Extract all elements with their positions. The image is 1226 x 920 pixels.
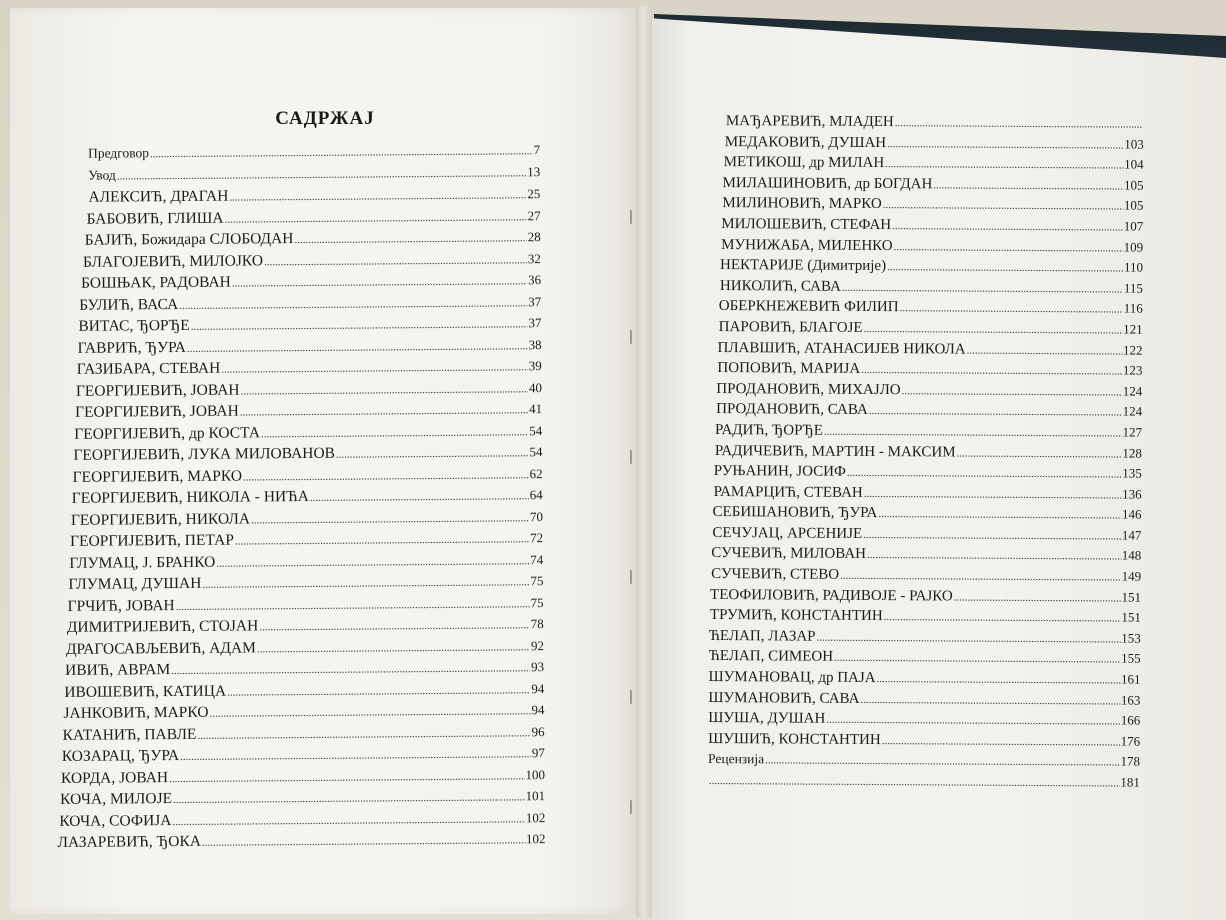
toc-entry-name: МУНИЖАБА, МИЛЕНКО: [721, 236, 893, 254]
toc-entry-name: ШУША, ДУШАН: [708, 710, 826, 727]
toc-leader-dots: [824, 426, 1122, 440]
toc-entry-name: ШУМАНОВАЦ, др ПАЈА: [708, 669, 876, 687]
toc-page-number: 151: [1121, 609, 1141, 625]
toc-leader-dots: [264, 254, 527, 268]
toc-leader-dots: [294, 232, 526, 246]
toc-page-number: 181: [1120, 774, 1140, 790]
toc-entry-name: СУЧЕВИЋ, СТЕВО: [711, 566, 840, 583]
toc-entry-name: ГЕОРГИЈЕВИЋ, НИКОЛА - НИЋА: [71, 487, 309, 507]
toc-page-number: 128: [1122, 445, 1142, 461]
toc-entry-name: КОРДА, ЈОВАН: [60, 768, 169, 787]
toc-page-number: 115: [1123, 280, 1143, 296]
toc-leader-dots: [241, 383, 528, 397]
toc-entry: [711, 195, 1143, 218]
toc-entry-name: ПОПОВИЋ, МАРИЈА: [717, 360, 861, 378]
toc-page-number: 116: [1123, 300, 1143, 316]
toc-page-number: 122: [1123, 342, 1143, 358]
toc-page-number: 75: [530, 573, 544, 589]
toc-leader-dots: [197, 727, 530, 742]
toc-entry: [708, 731, 1140, 754]
toc-entry-name: ГЕОРГИЈЕВИЋ, ЈОВАН: [75, 402, 239, 421]
toc-leader-dots: [173, 791, 525, 806]
toc-leader-dots: [957, 447, 1122, 460]
toc-leader-dots: [240, 404, 528, 418]
toc-entry-name: ИВИЋ, АВРАМ: [65, 661, 171, 679]
toc-entry-name: КАТАНИЋ, ПАВЛЕ: [62, 725, 197, 744]
toc-page-number: 94: [531, 702, 545, 718]
toc-page-number: 93: [531, 659, 545, 675]
toc-entry-name: ТЕОФИЛОВИЋ, РАДИВОЈЕ - РАЈКО: [710, 586, 953, 605]
toc-entry-name: МЕДАКОВИЋ, ДУШАН: [724, 133, 887, 151]
toc-entry-name: БАБОВИЋ, ГЛИША: [86, 209, 224, 228]
toc-leader-dots: [902, 385, 1122, 398]
toc-entry-name: ПЛАВШИЋ, АТАНАСИЈЕВ НИКОЛА: [717, 339, 966, 358]
toc-leader-dots: [882, 735, 1120, 748]
toc-page-number: 74: [530, 551, 544, 567]
toc-entry: [711, 257, 1143, 280]
toc-page-number: 39: [528, 358, 542, 374]
toc-leader-dots: [191, 318, 528, 333]
toc-leader-dots: [817, 631, 1121, 645]
toc-page-number: 37: [528, 315, 542, 331]
toc-leader-dots: [257, 641, 530, 655]
toc-entry: [710, 401, 1142, 424]
toc-leader-dots: [176, 598, 530, 613]
toc-entry-name: СЕБИШАНОВИЋ, ЂУРА: [712, 504, 878, 522]
toc-leader-dots: [887, 261, 1123, 274]
toc-leader-dots: [826, 714, 1120, 728]
toc-page-number: 102: [525, 809, 546, 825]
toc-leader-dots: [221, 361, 528, 375]
toc-entry-name: ЛАЗАРЕВИЋ, ЂОКА: [57, 832, 202, 851]
toc-leader-dots: [259, 619, 530, 633]
toc-leader-dots: [878, 508, 1121, 521]
toc-page-number: 7: [533, 142, 541, 158]
toc-leader-dots: [235, 533, 529, 547]
toc-leader-dots: [232, 275, 527, 289]
toc-page-number: 96: [531, 723, 545, 739]
toc-leader-dots: [900, 302, 1123, 315]
toc-page-number: 178: [1120, 753, 1141, 770]
toc-entry: [712, 154, 1144, 177]
toc-page-number: 104: [1124, 156, 1144, 172]
toc-entry-name: Рецензија: [708, 751, 765, 767]
toc-page-number: 123: [1122, 362, 1143, 378]
binding-stitch: [630, 210, 632, 224]
toc-page-number: 102: [525, 831, 546, 847]
toc-leader-dots: [892, 220, 1123, 233]
toc-page-number: 72: [530, 530, 544, 546]
toc-entry-name: КОЗАРАЦ, ЂУРА: [61, 746, 180, 765]
toc-page-number: 163: [1120, 692, 1141, 708]
toc-page-number: 27: [527, 207, 541, 223]
toc-leader-dots: [229, 189, 526, 203]
toc-leader-dots: [179, 297, 527, 312]
toc-entry-name: МЕТИКОШ, др МИЛАН: [723, 154, 885, 172]
toc-entry-name: РАМАРЦИЋ, СТЕВАН: [713, 483, 863, 501]
toc-leader-dots: [842, 282, 1123, 296]
toc-page-number: 97: [531, 745, 545, 761]
toc-page-number: 124: [1122, 403, 1143, 419]
toc-leader-dots: [202, 834, 525, 849]
toc-entry-name: ГАЗИБАРА, СТЕВАН: [76, 359, 221, 378]
toc-entry-name: ДИМИТРИЈЕВИЋ, СТОЈАН: [66, 617, 259, 636]
toc-leader-dots: [867, 549, 1121, 563]
toc-page-number: 176: [1120, 733, 1141, 749]
toc-leader-dots: [336, 447, 529, 461]
toc-entry: [711, 278, 1143, 301]
toc-entry: [710, 484, 1142, 507]
toc-entry: [710, 463, 1142, 486]
toc-entry: [711, 175, 1143, 198]
toc-entry-name: РАДИЋ, ЂОРЂЕ: [715, 421, 823, 439]
toc-title: САДРЖАЈ: [275, 108, 375, 129]
toc-entry-name: НЕКТАРИЈЕ (Димитрије): [720, 257, 887, 275]
toc-entry-name: БУЛИЋ, ВАСА: [79, 295, 179, 314]
toc-page-number: 36: [528, 272, 542, 288]
toc-entry: [711, 216, 1143, 239]
toc-page-number: 41: [529, 401, 543, 417]
toc-entry-name: МИЛОШЕВИЋ, СТЕФАН: [721, 216, 892, 234]
toc-entry-name: БЛАГОЈЕВИЋ, МИЛОЈКО: [82, 251, 264, 271]
toc-entry-name: ШУШИЋ, КОНСТАНТИН: [708, 730, 881, 748]
toc-entry: [712, 134, 1144, 157]
toc-page-number: 100: [525, 766, 546, 782]
toc-entry: [711, 319, 1143, 342]
toc-leader-dots: [884, 611, 1121, 624]
toc-entry-name: СЕЧУЈАЦ, АРСЕНИЈЕ: [712, 524, 863, 542]
toc-page-number: 105: [1123, 197, 1144, 214]
toc-entry: [710, 340, 1142, 363]
toc-page-number: 38: [528, 336, 542, 352]
toc-leader-dots: [877, 673, 1121, 686]
toc-page-number: 64: [529, 487, 543, 503]
toc-entry-name: ГРЧИЋ, ЈОВАН: [67, 596, 175, 615]
toc-page-number: 25: [527, 186, 541, 202]
toc-entry: [710, 381, 1142, 404]
toc-entry: [53, 830, 545, 855]
toc-entry: [710, 360, 1142, 383]
toc-leader-dots: [765, 755, 1119, 769]
toc-leader-dots: [869, 405, 1122, 419]
toc-page-number: 151: [1121, 589, 1142, 605]
toc-page-number: 92: [530, 637, 544, 653]
binding-stitch: [630, 570, 632, 584]
toc-leader-dots: [861, 364, 1122, 378]
toc-leader-dots: [847, 467, 1122, 481]
toc-entry-name: ОБЕРКНЕЖЕВИЋ ФИЛИП: [718, 298, 899, 316]
toc-entry-name: МАЂАРЕВИЋ, МЛАДЕН: [725, 113, 894, 131]
toc-entry-name: ЈАНКОВИЋ, МАРКО: [63, 703, 209, 722]
toc-entry-name: ГАВРИЋ, ЂУРА: [77, 338, 186, 357]
toc-leader-dots: [187, 340, 528, 355]
toc-entry-name: МИЛАШИНОВИЋ, др БОГДАН: [722, 174, 933, 193]
toc-entry: [708, 772, 1140, 795]
toc-leader-dots: [171, 662, 530, 677]
toc-entry: [710, 422, 1142, 445]
toc-entry-name: ДРАГОСАВЉЕВИЋ, АДАМ: [65, 638, 256, 658]
toc-page-number: 54: [529, 444, 543, 460]
toc-page-number: 147: [1121, 527, 1142, 543]
toc-entry-name: НИКОЛИЋ, САВА: [719, 277, 841, 295]
toc-entry-name: АЛЕКСИЋ, ДРАГАН: [88, 187, 229, 206]
toc-entry-name: ЋЕЛАП, СИМЕОН: [708, 648, 834, 666]
toc-leader-dots: [209, 705, 530, 720]
toc-page-number: 13: [527, 163, 541, 179]
toc-leader-dots: [202, 576, 529, 591]
toc-page-number: 54: [529, 422, 543, 438]
toc-page-number: 107: [1123, 218, 1144, 234]
toc-entry-name: ГЕОРГИЈЕВИЋ, МАРКО: [72, 466, 243, 486]
toc-leader-dots: [864, 488, 1121, 502]
toc-entry-name: РУЊАНИН, ЈОСИФ: [713, 463, 846, 480]
toc-page-number: 127: [1122, 424, 1143, 440]
toc-page-number: 40: [528, 379, 542, 395]
toc-leader-dots: [954, 591, 1121, 604]
toc-leader-dots: [895, 117, 1143, 131]
toc-page-number: 28: [527, 229, 541, 245]
toc-leader-dots: [310, 490, 529, 504]
toc-entry: [708, 690, 1140, 713]
toc-page-number: 148: [1121, 547, 1142, 564]
toc-leader-dots: [150, 145, 533, 160]
toc-leader-dots: [933, 179, 1123, 192]
toc-leader-dots: [709, 775, 1120, 790]
toc-entry-name: ТРУМИЋ, КОНСТАНТИН: [709, 607, 883, 625]
toc-entry-name: ГЕОРГИЈЕВИЋ, др КОСТА: [74, 423, 261, 443]
toc-leader-dots: [261, 426, 528, 440]
toc-page-number: 70: [529, 508, 543, 524]
toc-page-number: 103: [1124, 136, 1144, 152]
toc-entry-name: ШУМАНОВИЋ, САВА: [708, 689, 860, 707]
toc-page-number: 124: [1122, 383, 1143, 399]
book-gutter: [636, 6, 652, 918]
toc-page-number: 135: [1122, 465, 1142, 481]
toc-page-number: 62: [529, 465, 543, 481]
toc-leader-dots: [860, 694, 1120, 708]
toc-page-number: 146: [1122, 506, 1142, 522]
toc-leader-dots: [169, 770, 524, 785]
toc-leader-dots: [967, 344, 1122, 357]
toc-leader-dots: [885, 158, 1123, 171]
toc-page-number: 110: [1123, 259, 1144, 275]
toc-page-number: 121: [1123, 321, 1143, 337]
toc-entry: [708, 751, 1140, 774]
toc-page-number: 101: [525, 788, 546, 804]
toc-entry-name: ГЕОРГИЈЕВИЋ, ЈОВАН: [75, 381, 240, 400]
toc-entry-name: ГЕОРГИЈЕВИЋ, ПЕТАР: [70, 531, 235, 550]
toc-entry-name: БАЈИЋ, Божидара СЛОБОДАН: [84, 230, 294, 249]
toc-leader-dots: [883, 199, 1123, 212]
toc-page-number: 32: [527, 250, 541, 266]
toc-entry: [709, 504, 1141, 527]
toc-entry: [709, 648, 1141, 671]
toc-entry-name: Увод: [88, 166, 116, 183]
toc-page-number: 75: [530, 594, 544, 610]
toc-page-number: 166: [1120, 712, 1141, 728]
toc-entry-name: КОЧА, МИЛОЈЕ: [60, 790, 173, 808]
toc-entry-name: КОЧА, СОФИЈА: [59, 811, 172, 830]
toc-entry-name: ЋЕЛАП, ЛАЗАР: [708, 627, 816, 645]
toc-leader-dots: [863, 529, 1121, 543]
toc-entry-name: РАДИЧЕВИЋ, МАРТИН - МАКСИМ: [714, 442, 956, 460]
toc-page-number: 153: [1121, 630, 1141, 646]
toc-entry: [709, 607, 1141, 630]
toc-entry: [709, 566, 1141, 589]
toc-leader-dots: [243, 469, 529, 483]
toc-entry-name: ПРОДАНОВИЋ, САВА: [716, 401, 868, 419]
binding-stitch: [630, 800, 632, 814]
toc-entry-name: МИЛИНОВИЋ, МАРКО: [722, 195, 882, 213]
toc-leader-dots: [834, 652, 1120, 666]
toc-entry-name: СУЧЕВИЋ, МИЛОВАН: [711, 545, 867, 563]
toc-right-column: [708, 113, 1144, 795]
toc-entry-name: ПРОДАНОВИЋ, МИХАЈЛО: [716, 380, 901, 398]
toc-entry: [711, 237, 1143, 260]
toc-entry: [710, 442, 1142, 465]
toc-leader-dots: [225, 211, 527, 225]
toc-leader-dots: [864, 323, 1123, 337]
toc-leader-dots: [894, 241, 1123, 254]
toc-entry: [709, 628, 1141, 651]
toc-entry-name: ГЛУМАЦ, Ј. БРАНКО: [69, 553, 216, 572]
toc-entry: [712, 113, 1144, 136]
toc-entry: [709, 525, 1141, 548]
toc-page-number: 161: [1121, 671, 1141, 687]
toc-entry: [709, 587, 1141, 610]
toc-leader-dots: [180, 748, 531, 763]
toc-leader-dots: [216, 555, 529, 569]
toc-entry: [708, 669, 1140, 692]
toc-page-number: 37: [528, 293, 542, 309]
toc-leader-dots: [227, 684, 530, 698]
binding-stitch: [630, 690, 632, 704]
toc-entry-name: ВИТАС, ЂОРЂЕ: [78, 316, 190, 335]
toc-entry: [709, 545, 1141, 568]
binding-stitch: [630, 330, 632, 344]
toc-entry-name: Предговор: [87, 145, 150, 161]
toc-left-column: [48, 142, 546, 855]
toc-leader-dots: [251, 512, 529, 526]
toc-page-number: 149: [1121, 568, 1142, 584]
binding-stitch: [630, 450, 632, 464]
toc-page-number: 136: [1122, 486, 1142, 502]
toc-entry-name: БОШЊАК, РАДОВАН: [81, 273, 231, 292]
toc-entry-name: ГЕОРГИЈЕВИЋ, НИКОЛА: [70, 509, 251, 529]
toc-leader-dots: [117, 167, 527, 182]
toc-leader-dots: [840, 570, 1121, 584]
toc-entry-name: ПАРОВИЋ, БЛАГОЈЕ: [718, 318, 863, 336]
toc-page-number: 105: [1124, 177, 1144, 193]
toc-entry: [711, 298, 1143, 321]
toc-page-number: 78: [530, 616, 544, 632]
toc-page-number: 155: [1121, 650, 1141, 667]
toc-entry-name: ГЛУМАЦ, ДУШАН: [68, 574, 202, 593]
toc-entry: [708, 710, 1140, 733]
toc-page-number: 94: [531, 680, 545, 696]
toc-entry-name: ИВОШЕВИЋ, КАТИЦА: [64, 682, 227, 701]
toc-page-number: 109: [1123, 239, 1144, 255]
toc-leader-dots: [172, 813, 524, 828]
toc-entry-name: ГЕОРГИЈЕВИЋ, ЛУКА МИЛОВАНОВ: [73, 444, 336, 464]
toc-leader-dots: [887, 138, 1123, 151]
